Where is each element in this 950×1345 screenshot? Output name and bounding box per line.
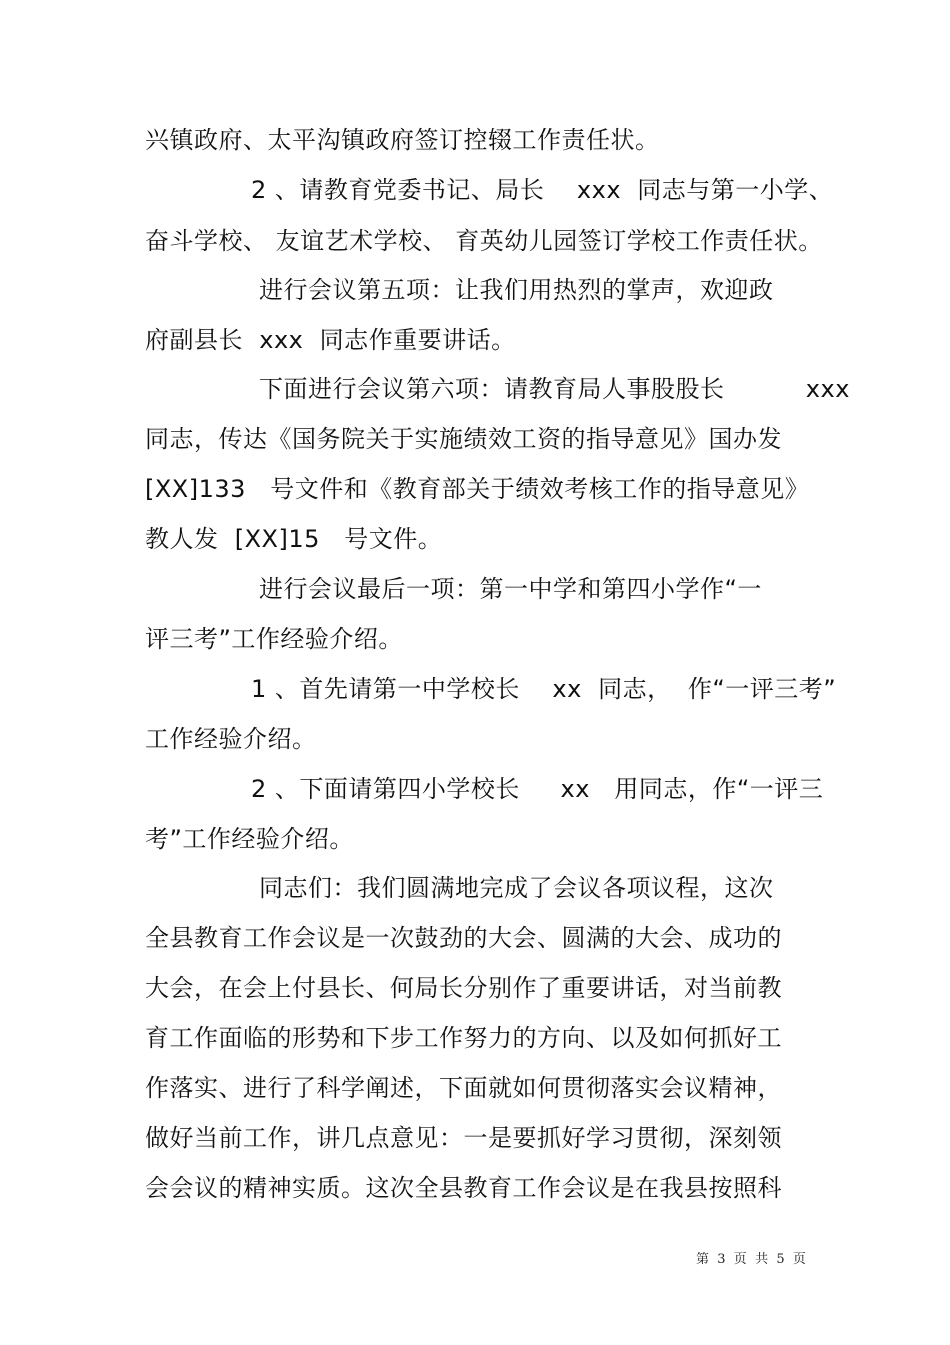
text-line: 奋斗学校、 友谊艺术学校、 育英幼儿园签订学校工作责任状。 xyxy=(145,227,823,255)
page-number-footer: 第 3 页 共 5 页 xyxy=(696,1252,806,1267)
text-line: 兴镇政府、太平沟镇政府签订控辍工作责任状。 xyxy=(145,126,660,154)
text-line: 1 、首先请第一中学校长 xx 同志， 作“一评三考” xyxy=(251,675,837,703)
text-line: 评三考”工作经验介绍。 xyxy=(145,625,403,653)
text-line: 作落实、进行了科学阐述，下面就如何贯彻落实会议精神， xyxy=(145,1074,782,1102)
text-line: 会会议的精神实质。这次全县教育工作会议是在我县按照科 xyxy=(145,1174,782,1202)
text-line: 同志们：我们圆满地完成了会议各项议程，这次 xyxy=(259,874,774,902)
text-line: 考”工作经验介绍。 xyxy=(145,825,354,853)
text-line: 进行会议第五项：让我们用热烈的掌声，欢迎政 xyxy=(259,276,774,304)
text-line: 下面进行会议第六项：请教育局人事股股长 xxx xyxy=(259,375,850,403)
text-line: 大会，在会上付县长、何局长分别作了重要讲话，对当前教 xyxy=(145,974,782,1002)
text-line: 进行会议最后一项：第一中学和第四小学作“一 xyxy=(259,575,762,603)
text-line: 同志，传达《国务院关于实施绩效工资的指导意见》国办发 xyxy=(145,425,782,453)
text-line: 育工作面临的形势和下步工作努力的方向、以及如何抓好工 xyxy=(145,1024,782,1052)
text-line: 工作经验介绍。 xyxy=(145,725,317,753)
text-line: 2 、下面请第四小学校长 xx 用同志，作“一评三 xyxy=(251,775,824,803)
text-line: 做好当前工作，讲几点意见：一是要抓好学习贯彻，深刻领 xyxy=(145,1124,782,1152)
text-line: 府副县长 xxx 同志作重要讲话。 xyxy=(145,326,516,354)
text-line: 2 、请教育党委书记、局长 xxx 同志与第一小学、 xyxy=(251,176,834,204)
text-line: [XX]133 号文件和《教育部关于绩效考核工作的指导意见》 xyxy=(145,475,810,503)
text-line: 全县教育工作会议是一次鼓劲的大会、圆满的大会、成功的 xyxy=(145,924,782,952)
text-line: 教人发 [XX]15 号文件。 xyxy=(145,525,443,553)
